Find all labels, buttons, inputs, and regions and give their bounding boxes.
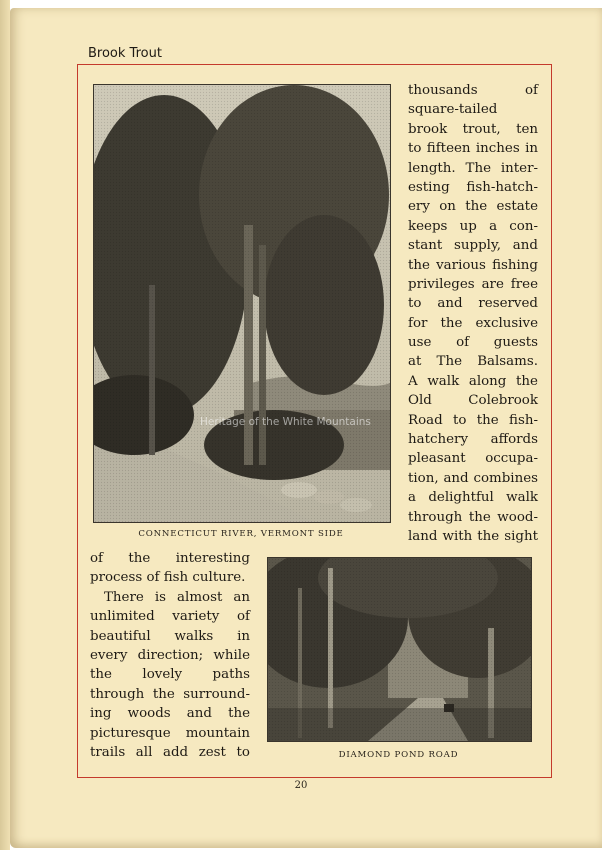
text-line: land with the sight (408, 528, 538, 544)
book-spine (0, 0, 10, 850)
text-line: esting fish-hatch- (408, 179, 538, 195)
text-line: brook trout, ten (408, 121, 538, 137)
text-line: tion, and combines (408, 470, 538, 486)
text-line: the various fishing (408, 257, 538, 273)
text-line: unlimited variety of (90, 609, 250, 625)
text-line: use of guests (408, 335, 538, 351)
text-line: keeps up a con- (408, 218, 538, 234)
text-line: pleasant occupa- (408, 451, 538, 467)
text-line: to and reserved (408, 296, 538, 312)
text-line: through the surround- (90, 686, 250, 702)
left-text-column (90, 549, 250, 762)
text-line: There is almost an (104, 589, 250, 605)
text-line: beautiful walks in (90, 628, 250, 644)
text-line: for the exclusive (408, 315, 538, 331)
watermark: Heritage of the White Mountains (200, 416, 371, 428)
text-line: Old Colebrook (408, 393, 538, 409)
running-header: Brook Trout (88, 46, 162, 61)
text-line: trails all add zest to (90, 744, 250, 760)
photo-diamond-pond-road (267, 557, 532, 742)
right-text-column (408, 81, 538, 546)
text-line: length. The inter- (408, 160, 538, 176)
photo-caption: DIAMOND POND ROAD (338, 750, 459, 760)
page-number: 20 (294, 780, 308, 791)
text-line: A walk along the (408, 373, 538, 389)
text-line: stant supply, and (408, 238, 538, 254)
photo-connecticut-river (93, 84, 391, 523)
text-line: ing woods and the (90, 706, 250, 722)
photo-caption: CONNECTICUT RIVER, VERMONT SIDE (138, 529, 344, 539)
text-line: process of fish culture. (90, 570, 246, 586)
text-line: thousands of (408, 83, 538, 98)
text-line: square-tailed (408, 102, 498, 118)
text-line: hatchery affords (408, 432, 538, 448)
text-line: picturesque mountain (90, 725, 250, 741)
text-line: of the interesting (90, 551, 250, 566)
text-line: to fifteen inches in (408, 141, 538, 157)
text-line: every direction; while (90, 647, 250, 663)
text-line: Road to the fish- (408, 412, 538, 428)
text-line: through the wood- (408, 509, 538, 525)
text-line: a delightful walk (408, 490, 538, 506)
text-line: ery on the estate (408, 199, 538, 215)
text-line: the lovely paths (90, 667, 250, 683)
text-line: at The Balsams. (408, 354, 538, 370)
text-line: privileges are free (408, 276, 538, 292)
